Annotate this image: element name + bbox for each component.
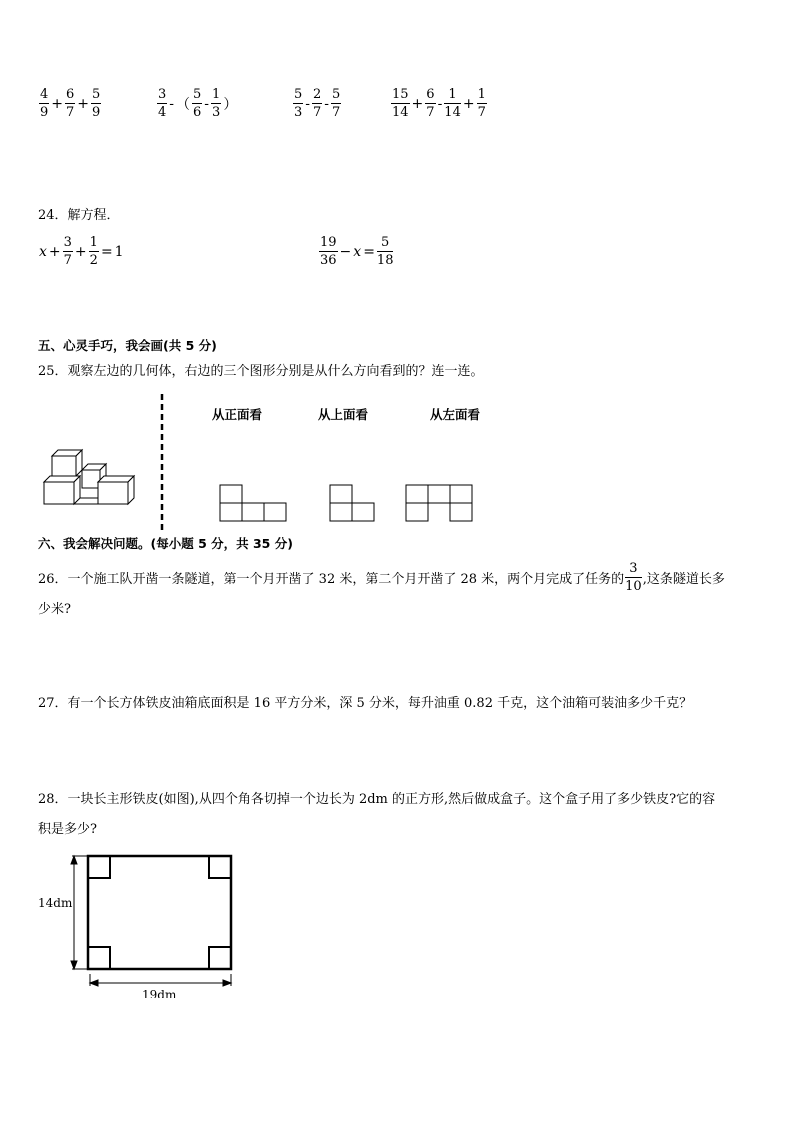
- question-26-text: 26．一个施工队开凿一条隧道，第一个月开凿了 32 米，第二个月开凿了 28 米，两个月完成了任务的: [38, 572, 625, 587]
- operator: -: [437, 95, 443, 112]
- fraction: $\frac{1}{3}$: [212, 87, 221, 120]
- variable-x: x: [39, 243, 47, 260]
- calc-expression-1: [38, 88, 102, 119]
- fraction: $\frac{1}{14}$: [444, 87, 461, 120]
- view-label-left: 从左面看: [430, 407, 481, 422]
- operator: +: [51, 95, 64, 112]
- view-shape-1: [220, 485, 286, 521]
- views-figure: [38, 392, 498, 532]
- equals-sign: =: [100, 243, 113, 260]
- question-27-text: 27．有一个长方体铁皮油箱底面积是 16 平方分米，深 5 分米，每升油重 0.82 千克，这个油箱可装油多少千克？: [38, 696, 693, 711]
- question-28-line-2: 积是多少?: [38, 822, 97, 837]
- height-label: 14dm: [38, 896, 73, 910]
- equation-2: [318, 236, 394, 267]
- section-6-title: 六、我会解决问题。(每小题 5 分，共 35 分): [38, 536, 293, 551]
- right-paren: ）: [223, 96, 238, 113]
- width-dimension-arrow: [90, 974, 231, 986]
- fraction: $\frac{2}{7}$: [313, 87, 322, 120]
- operator: −: [339, 243, 352, 260]
- fraction: $\frac{15}{14}$: [392, 87, 409, 120]
- fraction: $\frac{1}{7}$: [477, 87, 486, 120]
- operator: +: [48, 243, 61, 260]
- operator: +: [462, 95, 475, 112]
- operator: +: [74, 243, 87, 260]
- cube-solid: [44, 450, 134, 504]
- view-label-front: 从正面看: [212, 407, 263, 422]
- question-25-text: 25．观察左边的几何体，右边的三个图形分别是从什么方向看到的？连一连。: [38, 364, 484, 379]
- variable-x: x: [353, 243, 362, 260]
- fraction: $\frac{4}{9}$: [40, 87, 49, 120]
- fraction: $\frac{5}{3}$: [294, 87, 303, 120]
- height-dimension-arrow: [71, 856, 88, 969]
- equation-1: [38, 236, 125, 267]
- calc-expression-3: [292, 88, 342, 119]
- operator: -: [204, 95, 210, 112]
- fraction: $\frac{5}{18}$: [376, 235, 394, 268]
- calc-expression-4: [390, 88, 488, 119]
- fraction: $\frac{5}{7}$: [332, 87, 341, 120]
- view-shape-2: [330, 485, 374, 521]
- question-26-line-2: 少米?: [38, 602, 71, 617]
- fraction: $\frac{5}{6}$: [193, 87, 202, 120]
- fraction: $\frac{1}{2}$: [89, 235, 98, 268]
- section-5-title: 五、心灵手巧，我会画(共 5 分): [38, 338, 217, 353]
- question-28-line-1: 28．一块长主形铁皮(如图),从四个角各切掉一个边长为 2dm 的正方形,然后做成盒子。这个盒子用了多少铁皮?它的容: [38, 792, 716, 807]
- question-24-title: 24．解方程．: [38, 208, 120, 223]
- operator: -: [324, 95, 330, 112]
- fraction: $\frac{3}{4}$: [158, 87, 167, 120]
- question-26-line-1: [38, 562, 725, 593]
- operator: -: [305, 95, 311, 112]
- right-hand-side: 1: [114, 243, 124, 260]
- operator: +: [411, 95, 424, 112]
- calc-expression-2: [156, 88, 238, 119]
- view-shape-3: [406, 485, 472, 521]
- operator: -: [169, 95, 175, 112]
- view-label-top: 从上面看: [318, 407, 369, 422]
- fraction-3-10: $\frac{3}{10}$: [625, 561, 642, 594]
- equals-sign: =: [363, 243, 375, 260]
- operator: +: [77, 95, 90, 112]
- fraction: $\frac{5}{9}$: [92, 87, 101, 120]
- fraction: $\frac{3}{7}$: [63, 235, 72, 268]
- fraction: $\frac{6}{7}$: [66, 87, 75, 120]
- fraction: $\frac{19}{36}$: [320, 235, 337, 268]
- left-paren: （: [176, 96, 191, 113]
- sheet-diagram: [36, 848, 246, 998]
- fraction: $\frac{6}{7}$: [426, 87, 435, 120]
- width-label: 19dm: [142, 988, 177, 998]
- question-26-text-cont: ,这条隧道长多: [642, 572, 725, 587]
